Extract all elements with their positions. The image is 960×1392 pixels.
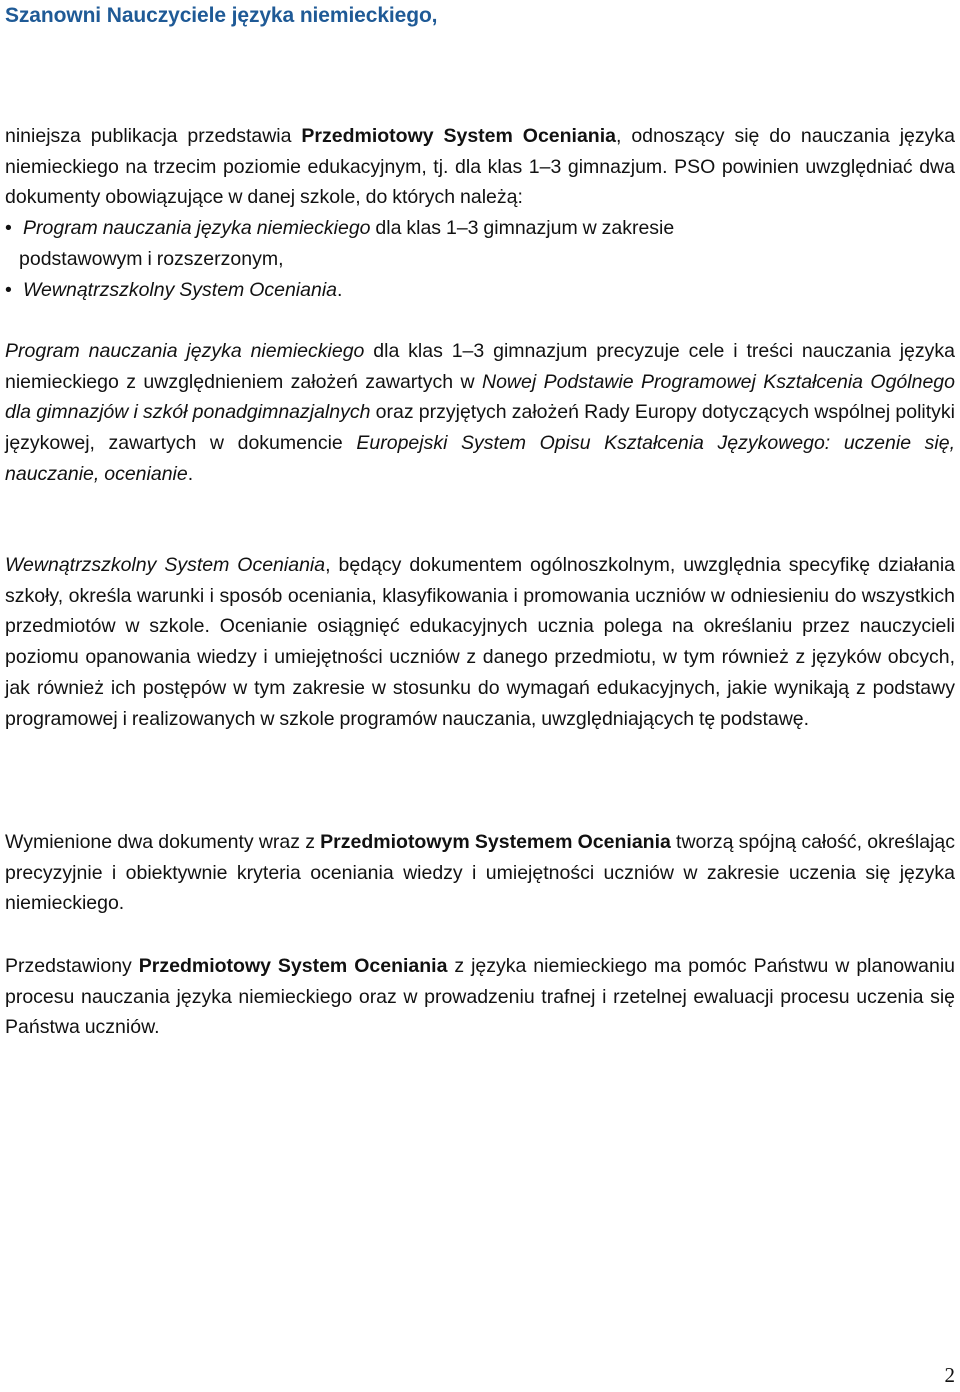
intro-text-1: niniejsza publikacja przedstawia (5, 125, 302, 147)
program-text-3: . (187, 462, 194, 485)
bullet-dot: • (5, 279, 12, 301)
page-heading: Szanowni Nauczyciele języka niemieckiego, (5, 4, 438, 27)
bullet-text: dla klas 1–3 gimnazjum w zakresie (370, 217, 675, 239)
intro-bold-pso: Przedmiotowy System Oceniania (301, 125, 616, 147)
bullet-text: . (337, 279, 343, 301)
closing-bold: Przedmiotowy System Oceniania (138, 955, 448, 977)
bullet-dot: • (5, 217, 12, 239)
bullet-continuation: podstawowym i rozszerzonym, (19, 247, 284, 270)
program-text-1: dla klas 1–3 gimnazjum precyzuje cele i treści nauczania języka niemieckiego z uwzględnieniem założeń zawartych w (5, 340, 955, 393)
closing-text-1: Przedstawiony (5, 955, 139, 977)
closing-text-2: z języka niemieckiego ma pomóc Państwu w planowaniu procesu nauczania języka niemieckiego oraz w prowadzeniu trafnej i rzetelnej ewaluacji procesu uczenia się Państwa uczniów. (5, 955, 956, 1039)
documents-text-2: tworzą spójną całość, określając precyzyjnie i obiektywnie kryteria oceniania wiedzy i umiejętności uczniów w zakresie uczenia się języka niemieckiego. (5, 831, 956, 915)
program-text-2: oraz przyjętych założeń Rady Europy dotyczących wspólnej polityki językowej, zawartych w dokumencie (5, 401, 955, 455)
bullet-item-program (5, 213, 955, 274)
program-italic-2: Nowej Podstawie Programowej Kształcenia Ogólnego dla gimnazjów i szkół ponadgimnazjalnych (5, 370, 955, 424)
intro-text-2: , odnoszący się do nauczania języka niemieckiego na trzecim poziomie edukacyjnym, tj. dla klas 1–3 gimnazjum. PSO powinien uwzględniać dwa dokumenty obowiązujące w danej szkole, do których należą: (5, 125, 955, 209)
wso-text: , będący dokumentem ogólnoszkolnym, uwzględnia specyfikę działania szkoły, określa warunki i sposób oceniania, klasyfikowania i promowania uczniów w odniesieniu do wszystkich przedmiotów w szkole. Ocenianie osiągnięć edukacyjnych ucznia polega na określaniu przez nauczycieli poziomu opanowania wiedzy i umiejętności uczniów z danego przedmiotu, w tym również z języków obcych, jak również ich postępów w tym zakresie w stosunku do wymagań edukacyjnych, jakie wynikają z podstawy programowej i realizowanych w szkole programów nauczania, uwzględniających tę podstawę. (5, 554, 955, 730)
page-number: 2 (944, 1363, 955, 1387)
program-italic-1: Program nauczania języka niemieckiego (5, 340, 365, 362)
program-italic-3: Europejski System Opisu Kształcenia Językowego: uczenie się, nauczanie, ocenianie (5, 432, 955, 485)
bullet-italic: Program nauczania języka niemieckiego (23, 217, 371, 239)
wso-paragraph (5, 550, 955, 734)
documents-bold: Przedmiotowym Systemem Oceniania (320, 831, 671, 853)
program-paragraph (5, 336, 955, 490)
bullet-item-wso (5, 275, 955, 306)
closing-paragraph (5, 951, 955, 1043)
documents-text-1: Wymienione dwa dokumenty wraz z (5, 831, 321, 853)
intro-paragraph (5, 121, 955, 213)
documents-paragraph (5, 827, 955, 919)
wso-italic: Wewnątrzszkolny System Oceniania (5, 554, 326, 576)
bullet-italic: Wewnątrzszkolny System Oceniania (23, 279, 338, 301)
